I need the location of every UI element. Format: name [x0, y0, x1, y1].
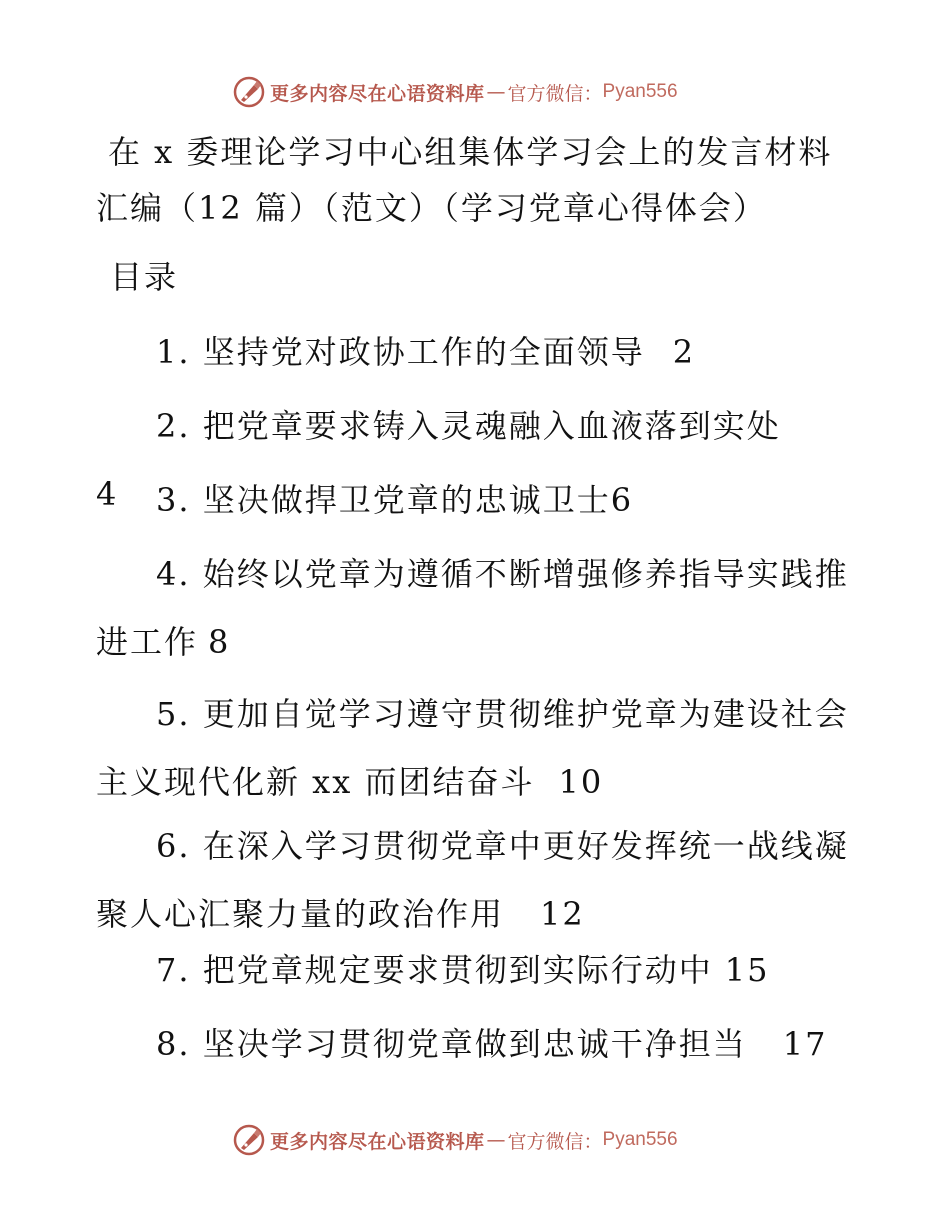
toc-item-text: 1. 坚持党对政协工作的全面领导: [156, 333, 645, 371]
watermark-wechat-id: Pyan556: [602, 81, 678, 102]
toc-item-page: 10: [558, 763, 604, 801]
toc-item-text: 3. 坚决做捍卫党章的忠诚卫士: [156, 481, 611, 519]
toc-item-page: 15: [724, 951, 770, 989]
watermark-dash: —: [486, 1129, 506, 1151]
toc-item-7[interactable]: [96, 936, 856, 1004]
watermark-dash: —: [486, 81, 506, 103]
watermark-brand-text: 更多内容尽在心语资料库: [270, 1130, 485, 1153]
document-title-line-1: 在 x 委理论学习中心组集体学习会上的发言材料: [108, 133, 833, 171]
toc-item-page: 2: [672, 333, 696, 371]
toc-item-page: 4: [96, 475, 119, 513]
toc-item-text: 4. 始终以党章为遵循不断增强修养指导实践推进工作: [96, 555, 849, 661]
toc-item-3[interactable]: [96, 466, 856, 534]
watermark-header: [232, 72, 792, 112]
watermark-label: 官方微信：: [507, 1130, 603, 1153]
toc-item-text: 6. 在深入学习贯彻党章中更好发挥统一战线凝聚人心汇聚力量的政治作用: [96, 827, 849, 933]
watermark-label: 官方微信：: [507, 82, 603, 105]
toc-item-text: 2. 把党章要求铸入灵魂融入血液落到实处: [156, 407, 781, 445]
pen-nib-logo-icon: [232, 1123, 266, 1157]
document-title-line-2: 汇编（12 篇）（范文）（学习党章心得体会）: [96, 189, 767, 227]
watermark-brand-text: 更多内容尽在心语资料库: [270, 82, 485, 105]
toc-item-4[interactable]: [96, 540, 856, 676]
toc-item-page: 6: [610, 481, 634, 519]
toc-item-page: 8: [208, 623, 231, 661]
watermark-footer: [232, 1120, 792, 1160]
pen-nib-logo-icon: [232, 75, 266, 109]
toc-item-page: 17: [782, 1025, 828, 1063]
toc-item-6[interactable]: [96, 812, 856, 948]
toc-item-8[interactable]: [96, 1010, 856, 1078]
toc-heading: 目录: [110, 258, 179, 296]
toc-item-text: 5. 更加自觉学习遵守贯彻维护党章为建设社会主义现代化新 xx 而团结奋斗: [96, 695, 849, 801]
toc-item-text: 7. 把党章规定要求贯彻到实际行动中: [156, 951, 713, 989]
toc-item-5[interactable]: [96, 680, 856, 816]
toc-item-1[interactable]: [96, 318, 856, 386]
toc-item-text: 8. 坚决学习贯彻党章做到忠诚干净担当: [156, 1025, 747, 1063]
watermark-wechat-id: Pyan556: [602, 1129, 678, 1150]
document-title: [96, 124, 856, 236]
toc-item-page: 12: [540, 895, 585, 933]
